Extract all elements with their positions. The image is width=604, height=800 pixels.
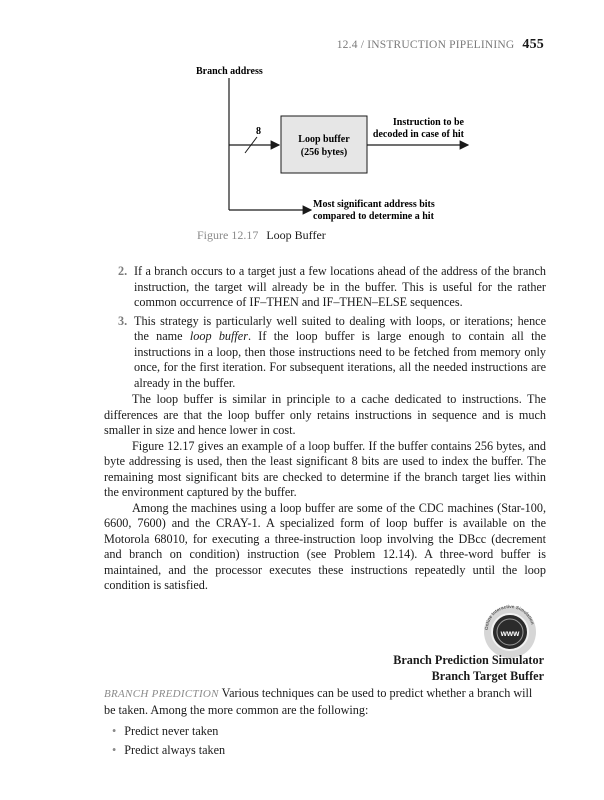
- branch-prediction-text: Various techniques can be used to predict whether a branch will be taken. Among the more common are the following:: [104, 686, 533, 717]
- simulator-links: [393, 652, 544, 684]
- branch-address-label: Branch address: [196, 66, 263, 77]
- compare-label-line2: compared to determine a hit: [313, 211, 434, 222]
- bullet-text: Predict always taken: [124, 743, 226, 757]
- compare-label-line1: Most significant address bits: [313, 199, 435, 210]
- body-paragraphs: [104, 392, 546, 594]
- figure-number: Figure 12.17: [197, 228, 259, 242]
- figure-title: Loop Buffer: [266, 228, 326, 242]
- numbered-list: [104, 264, 546, 394]
- section-title: 12.4 / INSTRUCTION PIPELINING: [336, 39, 515, 51]
- bullet-list: [112, 722, 225, 760]
- paragraph: Figure 12.17 gives an example of a loop buffer. If the buffer contains 256 bytes, and byte addressing is used, then the least significant 8 bits are used to index the buffer. The remaining most significant bits are checked to determine if the branch target lies within the environment captured by the buffer.: [104, 438, 546, 499]
- figure-caption: [197, 228, 326, 243]
- loop-buffer-figure: [0, 0, 604, 240]
- list-item: [104, 314, 546, 392]
- bullet-item: [112, 722, 225, 741]
- output-label-line1: Instruction to be: [392, 117, 464, 128]
- bullet-icon: •: [112, 743, 117, 757]
- branch-target-buffer-link[interactable]: Branch Target Buffer: [431, 669, 544, 683]
- bullet-item: [112, 741, 225, 760]
- list-item-text: If a branch occurs to a target just a few locations ahead of the address of the branch instruction, the target will already be in the buffer. This is useful for the rather common occurrence of IF–THEN and IF–THEN–ELSE sequences.: [134, 264, 546, 309]
- branch-prediction-simulator-link[interactable]: Branch Prediction Simulator: [393, 653, 544, 667]
- branch-prediction-paragraph: [104, 686, 546, 718]
- list-item-text-before: This strategy is particularly well suited to dealing with loops, or iterations; hence the name: [134, 313, 546, 343]
- simulation-logo-url: www: [500, 629, 520, 638]
- branch-prediction-heading: BRANCH PREDICTION: [104, 688, 219, 700]
- loop-buffer-label: Loop buffer: [298, 134, 350, 145]
- simulation-logo-icon[interactable]: [478, 596, 542, 660]
- output-label-line2: decoded in case of hit: [372, 129, 464, 140]
- loop-buffer-size: (256 bytes): [300, 147, 348, 158]
- page-number: 455: [522, 37, 544, 52]
- bullet-icon: •: [112, 724, 117, 738]
- list-item-number: 3.: [118, 313, 128, 328]
- paragraph: The loop buffer is similar in principle to a cache dedicated to instructions. The differences are that the loop buffer only retains instructions in sequence and is much smaller in size and hence lower in cost.: [104, 392, 546, 437]
- list-item-text-after: . If the loop buffer is large enough to contain all the instructions in a loop, then those instructions need to be fetched from memory only once, for the first iteration. For subsequent iterations, all the needed instructions are already in the buffer.: [134, 329, 546, 390]
- list-item-emphasis: loop buffer: [189, 329, 248, 343]
- bullet-text: Predict never taken: [124, 724, 219, 738]
- bus-width-label: 8: [256, 126, 261, 137]
- simulation-logo-text: Online Interactive Simulation: [483, 603, 536, 631]
- list-item-number: 2.: [118, 264, 128, 278]
- list-item: [104, 264, 546, 311]
- paragraph: Among the machines using a loop buffer are some of the CDC machines (Star-100, 6600, 7600) and the CRAY-1. A specialized form of loop buffer is available on the Motorola 68010, for executing a three-instruction loop involving the DBcc (decrement and branch on condition) instruction (see Problem 12.14). A three-word buffer is maintained, and the processor executes these instructions repeatedly until the loop condition is satisfied.: [104, 500, 546, 592]
